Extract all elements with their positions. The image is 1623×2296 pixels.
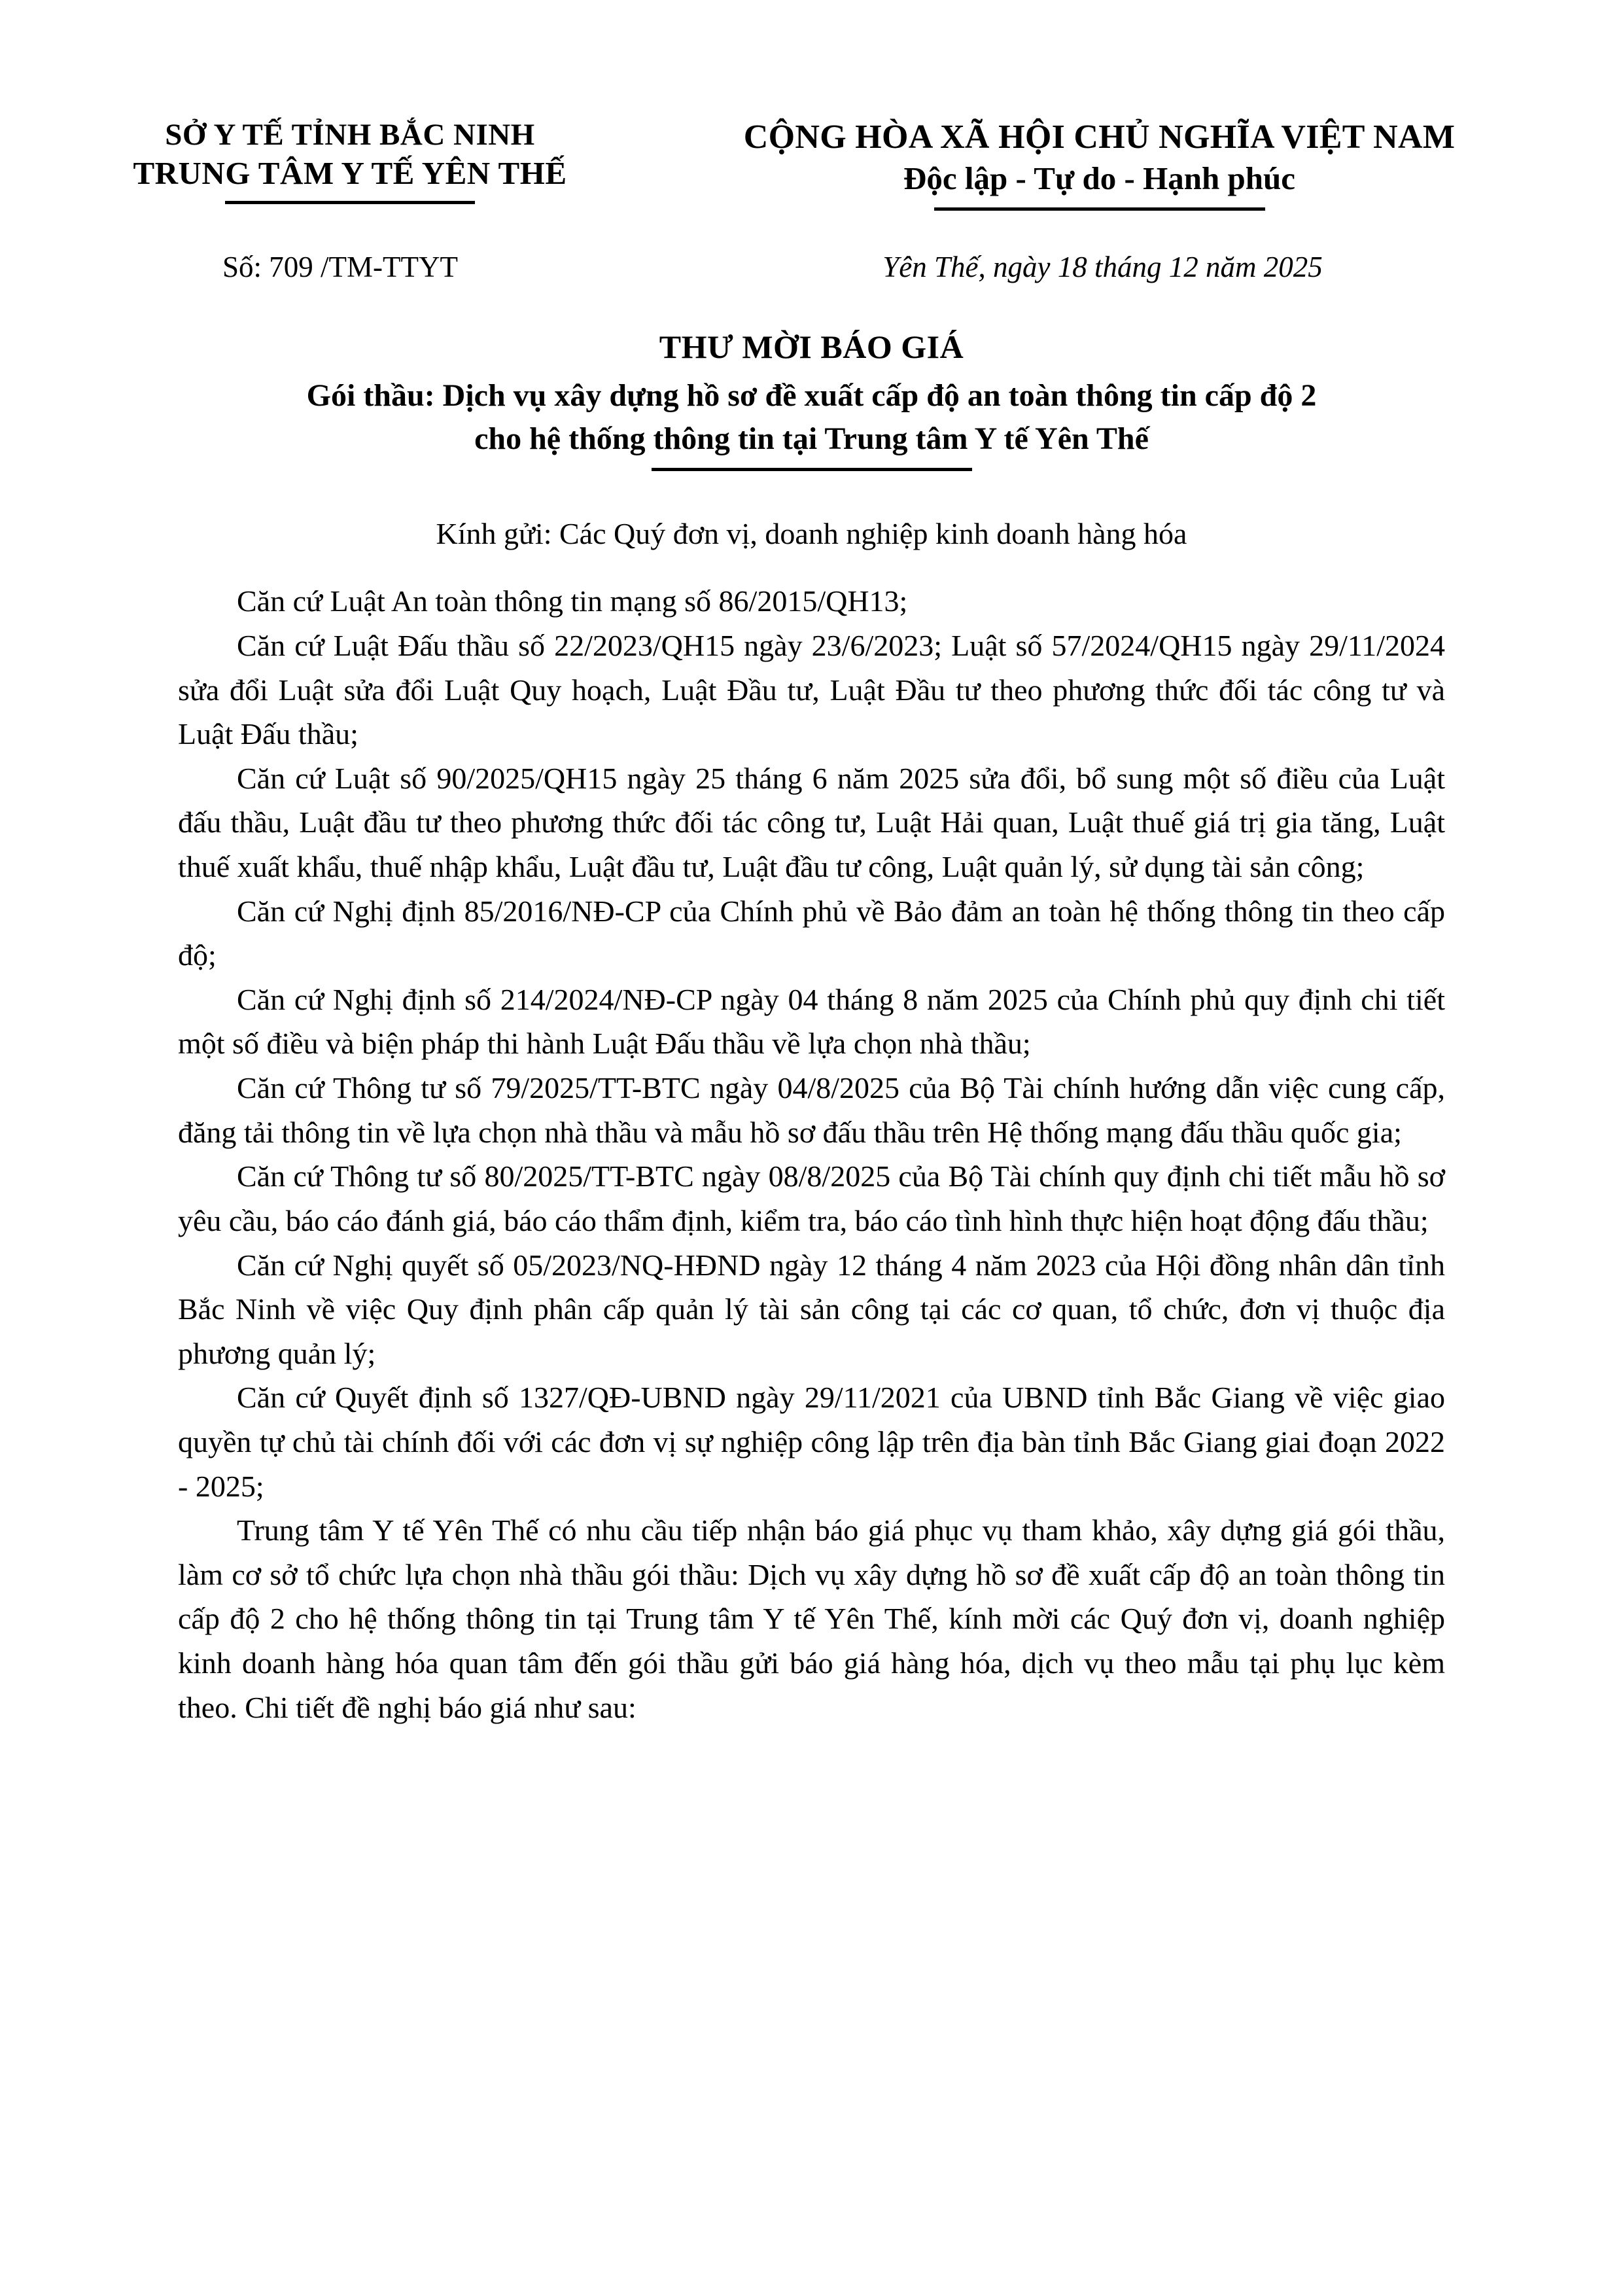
body-paragraph: Căn cứ Luật Đấu thầu số 22/2023/QH15 ngày 23/6/2023; Luật số 57/2024/QH15 ngày 29/11/2024 sửa đổi Luật sửa đổi Luật Quy hoạch, Luật Đầu tư, Luật Đầu tư theo phương thức đối tác công tư và Luật Đấu thầu; <box>178 629 1445 751</box>
body-paragraph: Căn cứ Nghị định số 214/2024/NĐ-CP ngày 04 tháng 8 năm 2025 của Chính phủ quy định chi tiết một số điều và biện pháp thi hành Luật Đấu thầu về lựa chọn nhà thầu; <box>178 982 1445 1061</box>
package-title-line-2: cho hệ thống thông tin tại Trung tâm Y tế Yên Thế <box>474 421 1149 457</box>
department-name: SỞ Y TẾ TỈNH BẮC NINH <box>165 118 535 152</box>
document-header <box>0 0 1623 211</box>
package-title-line-1: Gói thầu: Dịch vụ xây dựng hồ sơ đề xuất cấp độ an toàn thông tin cấp độ 2 <box>306 378 1317 414</box>
authority-underline <box>225 201 475 204</box>
body-paragraph: Trung tâm Y tế Yên Thế có nhu cầu tiếp nhận báo giá phục vụ tham khảo, xây dựng giá gói thầu, làm cơ sở tổ chức lựa chọn nhà thầu gói thầu: Dịch vụ xây dựng hồ sơ đề xuất cấp độ an toàn thông tin cấp độ 2 cho hệ thống thông tin tại Trung tâm Y tế Yên Thế, kính mời các Quý đơn vị, doanh nghiệp kinh doanh hàng hóa quan tâm đến gói thầu gửi báo giá hàng hóa, dịch vụ theo mẫu tại phụ lục kèm theo. Chi tiết đề nghị báo giá như sau: <box>178 1513 1445 1724</box>
national-motto: Độc lập - Tự do - Hạnh phúc <box>903 160 1295 197</box>
document-body <box>178 579 1445 1729</box>
title-underline <box>652 468 972 471</box>
body-paragraph: Căn cứ Quyết định số 1327/QĐ-UBND ngày 29/11/2021 của UBND tỉnh Bắc Giang về việc giao quyền tự chủ tài chính đối với các đơn vị sự nghiệp công lập trên địa bàn tỉnh Bắc Giang giai đoạn 2022 - 2025; <box>178 1381 1445 1503</box>
page-title: THƯ MỜI BÁO GIÁ <box>659 328 964 366</box>
number-and-date-row <box>0 250 1623 284</box>
issuing-authority-block <box>0 116 661 204</box>
title-block <box>0 327 1623 470</box>
motto-underline <box>934 207 1265 211</box>
center-name: TRUNG TÂM Y TẾ YÊN THẾ <box>133 155 567 192</box>
place-and-date: Yên Thế, ngày 18 tháng 12 năm 2025 <box>882 251 1323 284</box>
body-paragraph: Căn cứ Thông tư số 79/2025/TT-BTC ngày 04/8/2025 của Bộ Tài chính hướng dẫn việc cung cấp, đăng tải thông tin về lựa chọn nhà thầu và mẫu hồ sơ đấu thầu trên Hệ thống mạng đấu thầu quốc gia; <box>178 1071 1445 1149</box>
body-paragraph: Căn cứ Luật số 90/2025/QH15 ngày 25 tháng 6 năm 2025 sửa đổi, bổ sung một số điều của Luật đấu thầu, Luật đầu tư theo phương thức đối tác công tư, Luật Hải quan, Luật thuế giá trị gia tăng, Luật thuế xuất khẩu, thuế nhập khẩu, Luật đầu tư, Luật đầu tư công, Luật quản lý, sử dụng tài sản công; <box>178 761 1445 884</box>
body-paragraph: Căn cứ Nghị định 85/2016/NĐ-CP của Chính phủ về Bảo đảm an toàn hệ thống thông tin theo cấp độ; <box>178 894 1445 972</box>
country-name: CỘNG HÒA XÃ HỘI CHỦ NGHĨA VIỆT NAM <box>743 118 1456 156</box>
body-paragraph: Căn cứ Thông tư số 80/2025/TT-BTC ngày 08/8/2025 của Bộ Tài chính quy định chi tiết mẫu hồ sơ yêu cầu, báo cáo đánh giá, báo cáo thẩm định, kiểm tra, báo cáo tình hình thực hiện hoạt động đấu thầu; <box>178 1159 1445 1237</box>
package-title <box>190 374 1433 461</box>
document-number: Số: 709 /TM-TTYT <box>222 251 458 284</box>
recipient-line: Kính gửi: Các Quý đơn vị, doanh nghiệp kinh doanh hàng hóa <box>436 516 1187 550</box>
body-paragraph: Căn cứ Nghị quyết số 05/2023/NQ-HĐND ngày 12 tháng 4 năm 2023 của Hội đồng nhân dân tỉnh Bắc Ninh về việc Quy định phân cấp quản lý tài sản công tại các cơ quan, tổ chức, đơn vị thuộc địa phương quản lý; <box>178 1248 1445 1370</box>
national-heading-block <box>661 116 1623 211</box>
body-paragraph: Căn cứ Luật An toàn thông tin mạng số 86/2015/QH13; <box>237 584 908 618</box>
